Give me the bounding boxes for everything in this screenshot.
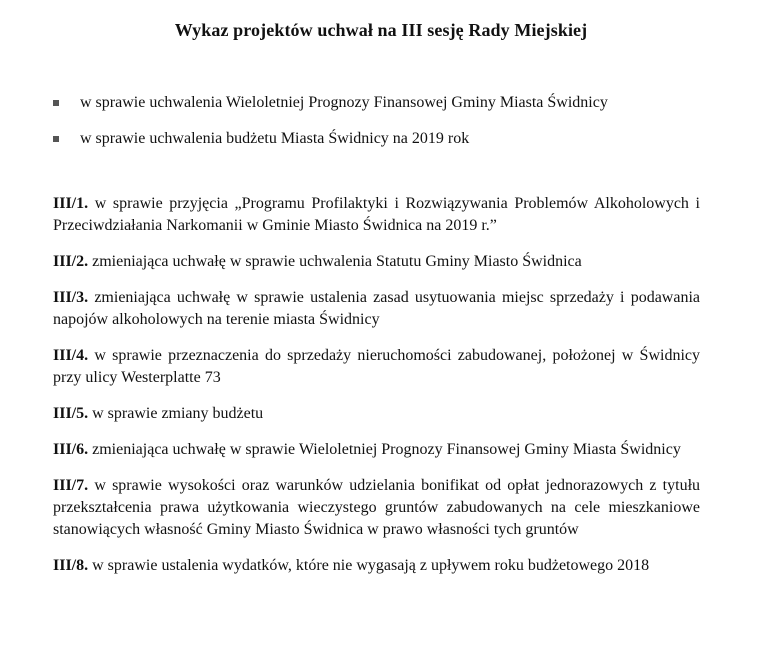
resolution-text: w sprawie przeznaczenia do sprzedaży nieruchomości zabudowanej, położonej w Świdnicy przy ulicy Westerplatte 73: [53, 347, 700, 386]
resolution-number: III/5.: [53, 405, 89, 422]
resolution-list: [53, 193, 700, 591]
resolution-number: III/4.: [53, 347, 89, 364]
bullet-text: w sprawie uchwalenia budżetu Miasta Świdnicy na 2019 rok: [80, 130, 470, 147]
resolution-number: III/3.: [53, 289, 89, 306]
resolution-item: [53, 345, 700, 389]
bullet-list: [53, 92, 713, 164]
resolution-text: w sprawie wysokości oraz warunków udzielania bonifikat od opłat jednorazowych z tytułu przekształcenia prawa użytkowania wieczystego gruntów zabudowanych na cele mieszkaniowe stanowiących własność Gminy Miasto Świdnica w prawo własności tych gruntów: [53, 477, 701, 538]
resolution-text: w sprawie zmiany budżetu: [92, 405, 264, 422]
bullet-text: w sprawie uchwalenia Wieloletniej Prognozy Finansowej Gminy Miasta Świdnicy: [80, 94, 608, 111]
resolution-text: w sprawie ustalenia wydatków, które nie wygasają z upływem roku budżetowego 2018: [92, 557, 650, 574]
resolution-text: zmieniająca uchwałę w sprawie uchwalenia Statutu Gminy Miasto Świdnica: [92, 253, 582, 270]
resolution-text: w sprawie przyjęcia „Programu Profilaktyki i Rozwiązywania Problemów Alkoholowych i Przeciwdziałania Narkomanii w Gminie Miasto Świdnica na 2019 r.”: [53, 195, 701, 234]
resolution-number: III/1.: [53, 195, 89, 212]
resolution-number: III/8.: [53, 557, 89, 574]
resolution-item: [53, 439, 700, 461]
resolution-item: [53, 251, 700, 273]
resolution-number: III/7.: [53, 477, 89, 494]
square-bullet-icon: [53, 100, 59, 106]
resolution-number: III/2.: [53, 253, 89, 270]
resolution-number: III/6.: [53, 441, 89, 458]
bullet-item: [53, 128, 713, 150]
resolution-text: zmieniająca uchwałę w sprawie ustalenia zasad usytuowania miejsc sprzedaży i podawania napojów alkoholowych na terenie miasta Świdnicy: [53, 289, 701, 328]
bullet-item: [53, 92, 713, 114]
document-title: Wykaz projektów uchwał na III sesję Rady Miejskiej: [174, 20, 588, 40]
resolution-item: [53, 193, 700, 237]
resolution-item: [53, 287, 700, 331]
resolution-text: zmieniająca uchwałę w sprawie Wieloletniej Prognozy Finansowej Gminy Miasta Świdnicy: [92, 441, 681, 458]
resolution-item: [53, 475, 700, 541]
resolution-item: [53, 403, 700, 425]
resolution-item: [53, 555, 700, 577]
square-bullet-icon: [53, 136, 59, 142]
